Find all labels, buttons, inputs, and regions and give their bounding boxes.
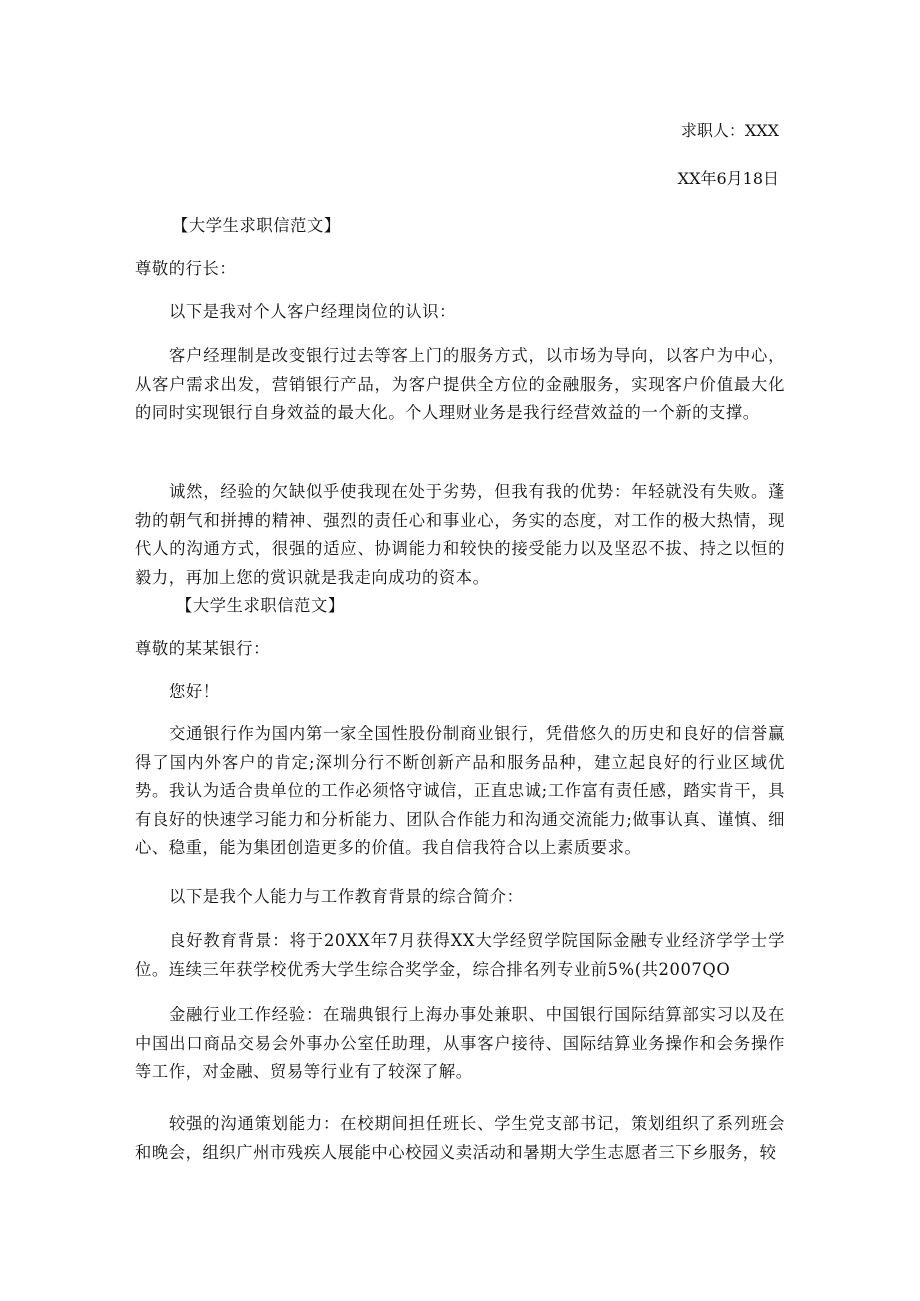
letter1-paragraph-1: 客户经理制是改变银行过去等客上门的服务方式，以市场为导向，以客户为中心，从客户需求出发，营销银行产品，为客户提供全方位的金融服务，实现客户价值最大化的同时实现银行自身效益的最大化。个人理财业务是我行经营效益的一个新的支撑。 (135, 346, 785, 422)
letter2-paragraph-3: 良好教育背景：将于20XX年7月获得XX大学经贸学院国际金融专业经济学学士学位。连续三年获学校优秀大学生综合奖学金，综合排名列专业前5%(共2007QO (135, 931, 785, 979)
letter2-paragraph-2: 以下是我个人能力与工作教育背景的综合简介： (169, 887, 524, 906)
letter2-greeting: 您好！ (169, 682, 220, 701)
letter2-salutation: 尊敬的某某银行： (135, 639, 271, 658)
letter1-intro: 以下是我对个人客户经理岗位的认识： (169, 302, 456, 321)
letter2-heading: 【大学生求职信范文】 (176, 596, 345, 615)
applicant-signature: 求职人：XXX (680, 121, 779, 140)
letter2-paragraph-4: 金融行业工作经验：在瑞典银行上海办事处兼职、中国银行国际结算部实习以及在中国出口商品交易会外事办公室任助理，从事客户接待、国际结算业务操作和会务操作等工作，对金融、贸易等行业有了较深了解。 (135, 1005, 785, 1081)
letter-date: XX年6月18日 (677, 169, 779, 188)
letter1-salutation: 尊敬的行长： (135, 259, 237, 278)
letter1-heading: 【大学生求职信范文】 (172, 216, 341, 235)
letter1-paragraph-2: 诚然，经验的欠缺似乎使我现在处于劣势，但我有我的优势：年轻就没有失败。蓬勃的朝气和拼搏的精神、强烈的责任心和事业心，务实的态度，对工作的极大热情，现代人的沟通方式，很强的适应、协调能力和较快的接受能力以及坚忍不拔、持之以恒的毅力，再加上您的赏识就是我走向成功的资本。 (135, 482, 785, 587)
letter2-paragraph-5: 较强的沟通策划能力：在校期间担任班长、学生党支部书记，策划组织了系列班会和晚会，组织广州市残疾人展能中心校园义卖活动和暑期大学生志愿者三下乡服务，较 (135, 1114, 785, 1162)
letter2-paragraph-1: 交通银行作为国内第一家全国性股份制商业银行，凭借悠久的历史和良好的信誉赢得了国内外客户的肯定;深圳分行不断创新产品和服务品种，建立起良好的行业区域优势。我认为适合贵单位的工作必须恪守诚信，正直忠诚;工作富有责任感，踏实肯干，具有良好的快速学习能力和分析能力、团队合作能力和沟通交流能力;做事认真、谨慎、细心、稳重，能为集团创造更多的价值。我自信我符合以上素质要求。 (135, 724, 785, 857)
